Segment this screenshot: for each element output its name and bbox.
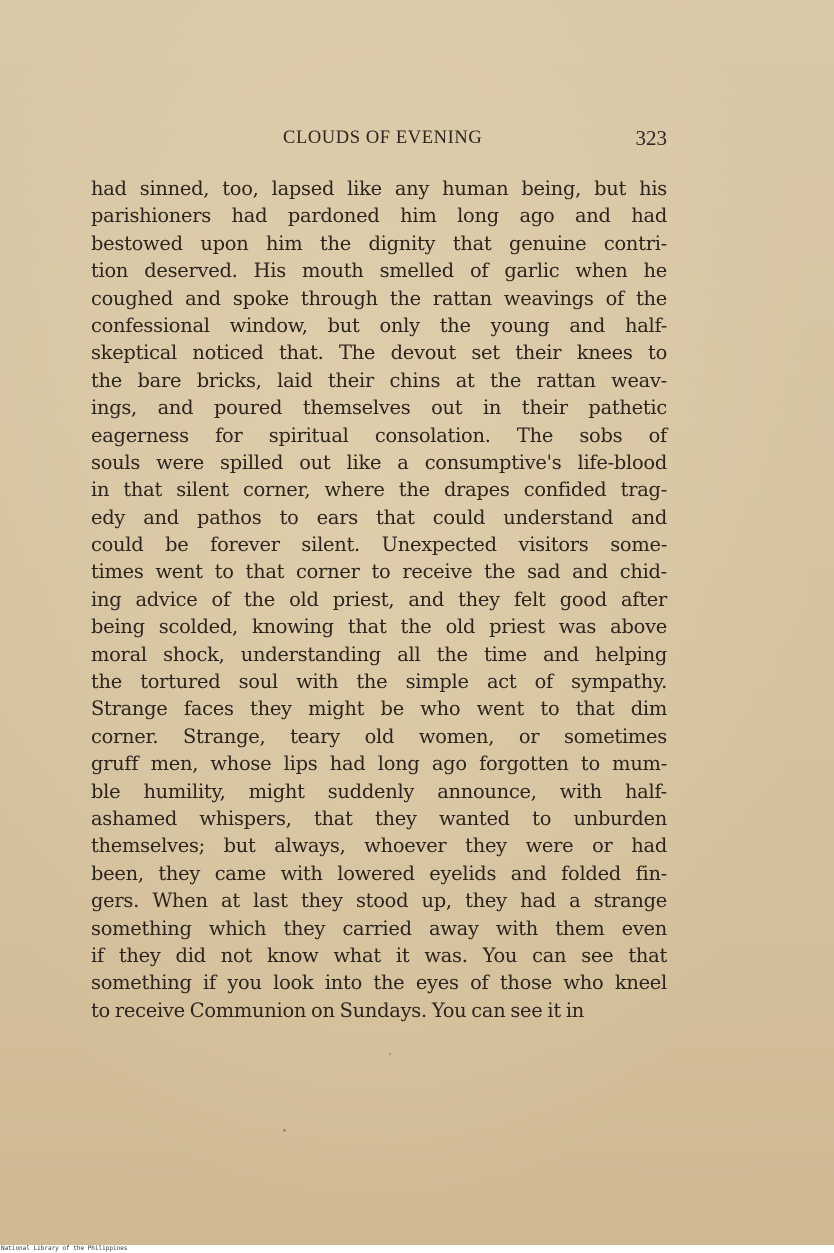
text-line: been, they came with lowered eyelids and folded fin- (91, 861, 667, 885)
text-line: ings, and poured themselves out in their pathetic (91, 396, 667, 420)
text-line: the tortured soul with the simple act of sympathy. (91, 670, 667, 694)
text-line: times went to that corner to receive the sad and chid- (91, 560, 667, 584)
text-line: gers. When at last they stood up, they had a strange (91, 889, 667, 913)
text-line: ble humility, might suddenly announce, with half- (91, 779, 667, 803)
body-text (91, 175, 667, 1024)
text-line: corner. Strange, teary old women, or sometimes (91, 724, 667, 748)
text-line: skeptical noticed that. The devout set their knees to (91, 341, 667, 365)
text-line: ashamed whispers, that they wanted to unburden (91, 806, 667, 830)
text-line: edy and pathos to ears that could understand and (91, 505, 667, 529)
text-line: something if you look into the eyes of those who kneel (91, 971, 667, 995)
running-title: CLOUDS OF EVENING (283, 128, 483, 148)
text-line: being scolded, knowing that the old priest was above (91, 615, 667, 639)
paper-speck (283, 1129, 286, 1132)
text-line: had sinned, too, lapsed like any human being, but his (91, 177, 667, 200)
text-line: something which they carried away with them even (91, 916, 667, 940)
text-line: ing advice of the old priest, and they felt good after (91, 587, 667, 611)
text-line: eagerness for spiritual consolation. The sobs of (91, 423, 667, 447)
page-number: 323 (635, 126, 667, 150)
text-line: themselves; but always, whoever they were or had (91, 834, 667, 858)
text-line: could be forever silent. Unexpected visitors some- (91, 533, 667, 557)
text-line: moral shock, understanding all the time and helping (91, 642, 667, 666)
text-line: if they did not know what it was. You can see that (91, 943, 667, 967)
text-line: bestowed upon him the dignity that genuine contri- (91, 231, 667, 255)
paper-speck (389, 1053, 391, 1055)
text-line: in that silent corner, where the drapes confided trag- (91, 478, 667, 502)
scan-footer (0, 1245, 834, 1253)
page-header (91, 128, 667, 156)
text-line: parishioners had pardoned him long ago and had (91, 204, 667, 228)
text-line: confessional window, but only the young and half- (91, 313, 667, 337)
text-line: coughed and spoke through the rattan weavings of the (91, 286, 667, 310)
library-credit: National Library of the Philippines (1, 1245, 128, 1252)
text-line: to receive Communion on Sundays. You can see it in (91, 998, 585, 1022)
text-line: tion deserved. His mouth smelled of garlic when he (91, 259, 667, 283)
text-line: the bare bricks, laid their chins at the rattan weav- (91, 368, 667, 392)
text-line: Strange faces they might be who went to that dim (91, 697, 667, 721)
text-line: gruff men, whose lips had long ago forgotten to mum- (91, 752, 667, 776)
text-line: souls were spilled out like a consumptive's life-blood (91, 450, 667, 474)
